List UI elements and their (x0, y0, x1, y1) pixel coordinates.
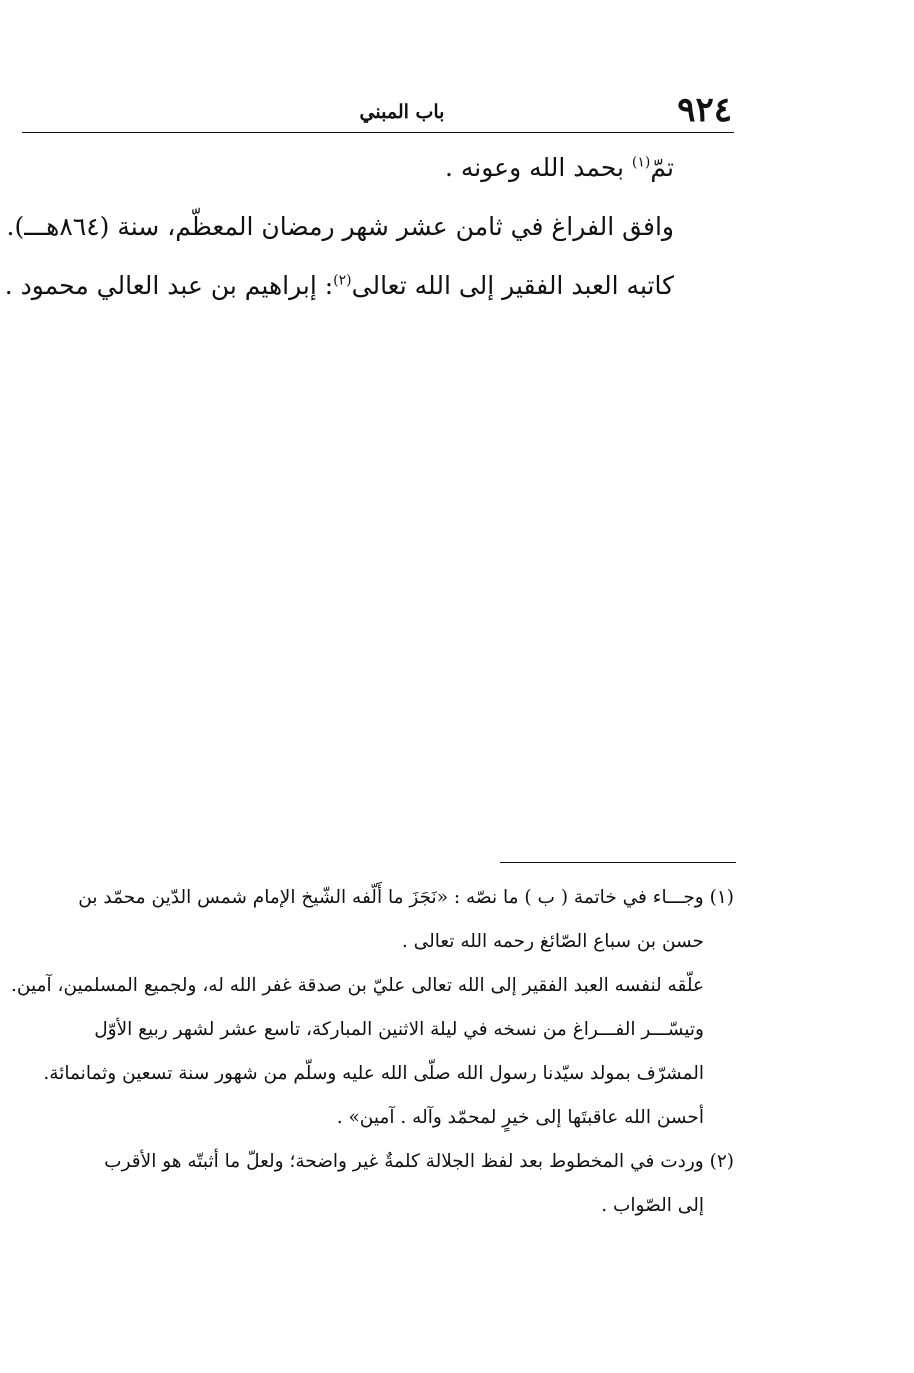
footnote-1-line: أحسن الله عاقبتَها إلى خيرٍ لمحمّد وآله . آمين» . (336, 1107, 704, 1128)
footnote-1-line: المشرّف بمولد سيّدنا رسول الله صلّى الله عليه وسلّم من شهور سنة تسعين وثمانمائة. (43, 1063, 704, 1084)
main-text (4, 138, 674, 315)
text-line-3-start: كاتبه العبد الفقير إلى الله تعالى (351, 271, 674, 300)
text-line-3-end: : إبراهيم بن عبد العالي محمود . (4, 271, 334, 300)
text-line-1-end: بحمد الله وعونه . (445, 153, 632, 182)
footnote-1-line: وتيسّـــر الفـــراغ من نسخه في ليلة الاثنين المباركة، تاسع عشر لشهر ربيع الأوّل (94, 1019, 704, 1040)
text-line-1-start: تمّ (650, 153, 674, 182)
footnote-1-line: (١) وجـــاء في خاتمة ( ب ) ما نصّه : «نَجَزَ ما أَلّفه الشّيخ الإمام شمس الدّين محمّد بن (78, 887, 734, 908)
text-line-2: وافق الفراغ في ثامن عشر شهر رمضان المعظّم، سنة (٨٦٤هـــ). (6, 212, 674, 241)
footnote-1-line: علّقه لنفسه العبد الفقير إلى الله تعالى عليّ بن صدقة غفر الله له، ولجميع المسلمين، آمين. (11, 975, 704, 996)
footnote-1-line: حسن بن سباع الصّائغ رحمه الله تعالى . (401, 931, 704, 952)
footnote-separator (500, 862, 736, 863)
footnote-ref-2: (٢) (333, 272, 352, 289)
footnote-2-line: إلى الصّواب . (601, 1195, 704, 1216)
footnotes (11, 876, 734, 1228)
running-title: باب المبني (359, 101, 445, 123)
page-number: ٩٢٤ (677, 90, 732, 130)
text-line-1 (22, 138, 674, 197)
text-line-3 (4, 256, 674, 315)
footnote-ref-1: (١) (631, 154, 651, 171)
footnote-2-line: (٢) وردت في المخطوط بعد لفظ الجلالة كلمةٌ غير واضحة؛ ولعلّ ما أثبتّه هو الأقرب (104, 1151, 734, 1172)
page-header (22, 88, 734, 133)
